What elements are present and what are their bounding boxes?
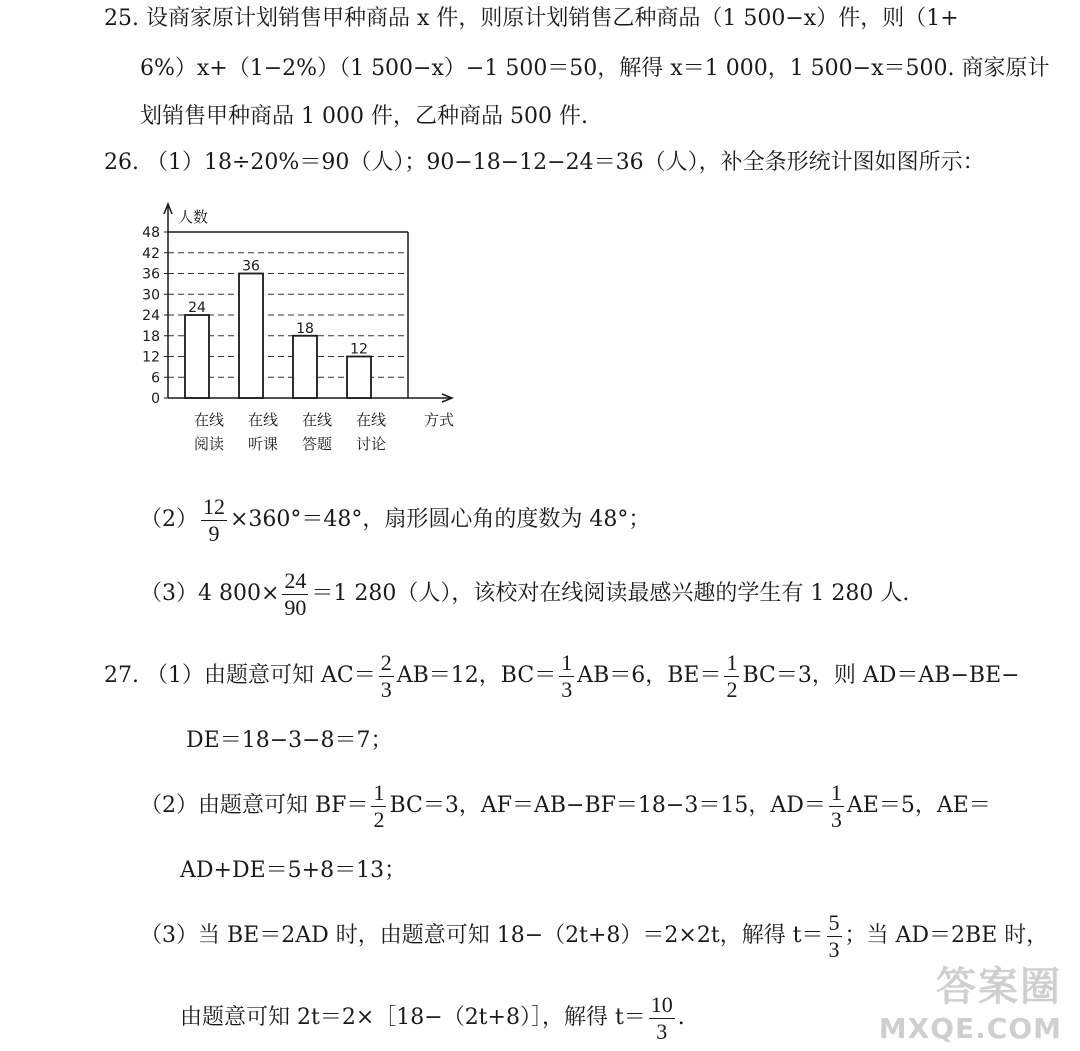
bar	[293, 336, 317, 398]
p25-text-1: 设商家原计划销售甲种商品 x 件，则原计划销售乙种商品（1 500−x）件，则（1+	[146, 6, 959, 31]
p27-q2-seg-d: AE＝5，AE＝	[846, 793, 991, 818]
fraction	[649, 992, 675, 1045]
x-axis-label: 方式	[424, 411, 455, 429]
fraction-numerator: 1	[726, 649, 738, 675]
fraction-denominator: 3	[830, 806, 842, 832]
p27-q3-line2	[180, 988, 685, 1048]
fraction-denominator: 9	[208, 520, 220, 546]
bar	[347, 357, 371, 399]
y-tick-label: 42	[142, 245, 160, 262]
fraction-24-90	[282, 568, 308, 621]
x-tick-label: 讨论	[355, 435, 387, 453]
fraction	[371, 780, 386, 833]
p27-q3-intro: （3）当 BE＝2AD 时，由题意可知 18−（2t+8）＝2×2t，解得 t＝	[140, 923, 824, 948]
x-tick-label: 阅读	[193, 435, 225, 453]
fraction-numerator: 5	[828, 909, 840, 935]
fraction-denominator: 2	[373, 806, 385, 832]
fraction-denominator: 3	[656, 1018, 668, 1044]
p27-q1-seg-c: AB＝12，BC＝	[396, 663, 557, 688]
y-tick-label: 24	[142, 308, 160, 324]
data-label: 36	[242, 258, 260, 275]
p27-q2-intro: （2）由题意可知	[140, 793, 308, 818]
fraction	[379, 650, 394, 703]
fraction	[827, 910, 842, 963]
p27-q1-seg-b: AC＝	[321, 663, 376, 688]
p26-q2	[140, 490, 650, 550]
fraction-numerator: 1	[561, 649, 573, 675]
p26-line1	[104, 148, 985, 178]
fraction	[559, 650, 574, 703]
bar	[185, 315, 209, 398]
p27-q1-seg-d: AB＝6，BE＝	[577, 663, 722, 688]
p27-q1-seg-e: BC＝3，则 AD＝AB−BE−	[742, 663, 1020, 688]
p25-number: 25.	[104, 6, 139, 31]
fraction-denominator: 3	[828, 936, 840, 962]
p27-q1-line1	[104, 646, 1020, 706]
fraction	[724, 650, 739, 703]
p26-number: 26.	[104, 150, 139, 175]
p27-q1-line2: DE＝18−3−8＝7；	[186, 728, 393, 753]
y-tick-label: 0	[151, 391, 160, 407]
p26-q3	[140, 564, 909, 624]
fraction-numerator: 12	[203, 493, 225, 519]
fraction-denominator: 3	[561, 676, 573, 702]
p27-q3-line2-text: 由题意可知 2t＝2×［18−（2t+8）］，解得 t＝	[180, 1005, 646, 1030]
p27-number: 27.	[104, 663, 139, 688]
p26-q2-label: （2）	[140, 507, 198, 532]
x-tick-label: 听课	[247, 435, 279, 453]
y-tick-label: 12	[142, 349, 160, 366]
fraction-numerator: 2	[380, 649, 392, 675]
p27-q2-line1	[140, 776, 991, 836]
fraction-numerator: 1	[830, 779, 842, 805]
p26-text-1: （1）18÷20%＝90（人）；90−18−12−24＝36（人），补全条形统计图如图所示：	[146, 150, 985, 175]
x-tick-label: 在线	[355, 411, 387, 429]
p27-q3-line2-end: .	[677, 1005, 685, 1030]
p27-q3-seg-b: ；当 AD＝2BE 时，	[844, 923, 1049, 948]
x-tick-label: 答题	[301, 435, 333, 453]
x-tick-label: 在线	[301, 411, 333, 429]
p25-line2: 6%）x+（1−2%）（1 500−x）−1 500＝50，解得 x＝1 000，1 500−x＝500. 商家原计	[140, 56, 1050, 81]
bar	[239, 274, 263, 399]
fraction-numerator: 24	[284, 567, 307, 593]
data-label: 18	[296, 320, 314, 337]
p27-q1-intro: （1）由题意可知	[146, 663, 314, 688]
fraction	[829, 780, 844, 833]
fraction-numerator: 10	[650, 991, 673, 1017]
data-label: 24	[188, 300, 206, 316]
p27-q2-seg-c: BC＝3，AF＝AB−BF＝18−3＝15，AD＝	[389, 793, 826, 818]
p25-line3: 划销售甲种商品 1 000 件，乙种商品 500 件.	[140, 104, 588, 129]
fraction-denominator: 2	[726, 676, 738, 702]
y-tick-label: 48	[142, 225, 160, 241]
watermark-top: 答案圈	[936, 964, 1062, 1010]
watermark-logo	[879, 955, 1062, 1045]
y-axis-label: 人数	[178, 208, 209, 226]
fraction-denominator: 3	[380, 676, 392, 702]
y-tick-label: 18	[142, 328, 160, 345]
data-label: 12	[350, 341, 368, 358]
y-tick-label: 30	[142, 287, 160, 304]
watermark-bottom: MXQE.COM	[878, 1012, 1062, 1045]
bar-chart	[140, 200, 480, 460]
x-tick-label: 在线	[247, 411, 279, 429]
p26-q2-text: ×360°＝48°，扇形圆心角的度数为 48°；	[230, 507, 651, 532]
fraction-numerator: 1	[373, 779, 385, 805]
fraction-denominator: 90	[284, 594, 307, 620]
p25-line1	[104, 4, 959, 34]
y-tick-label: 36	[142, 266, 160, 283]
y-tick-label: 6	[151, 370, 160, 387]
p27-q2-line2: AD+DE＝5+8＝13；	[180, 858, 407, 883]
p26-q3-text: ＝1 280（人），该校对在线阅读最感兴趣的学生有 1 280 人.	[311, 581, 910, 606]
p27-q2-seg-b: BF＝	[315, 793, 369, 818]
p26-q3-label: （3）4 800×	[140, 581, 280, 606]
fraction-12-9	[201, 494, 227, 547]
x-tick-label: 在线	[193, 411, 225, 429]
